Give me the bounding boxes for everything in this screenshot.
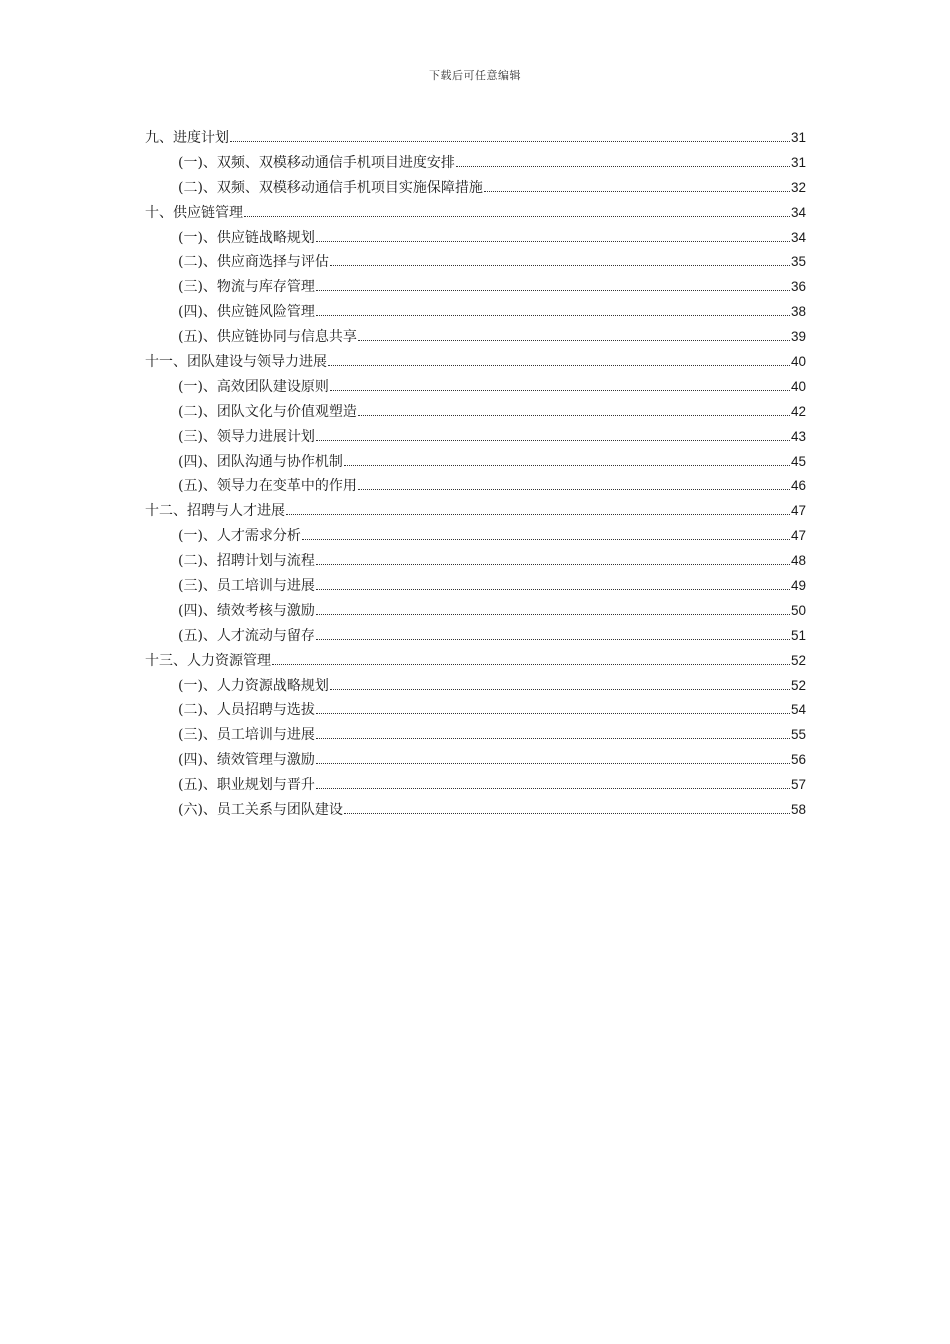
toc-page-number: 34 (790, 204, 806, 220)
toc-page-number: 38 (790, 304, 806, 320)
toc-entry-title: (三)、员工培训与进展 (178, 578, 315, 595)
toc-entry-title: (四)、供应链风险管理 (178, 304, 315, 321)
toc-entry-title: (五)、职业规划与晋升 (178, 777, 315, 794)
toc-page-number: 52 (790, 652, 806, 668)
toc-section-entry[interactable] (145, 474, 806, 499)
table-of-contents (145, 126, 806, 823)
toc-page-number: 47 (790, 503, 806, 519)
toc-chapter-entry[interactable] (145, 649, 806, 674)
dot-leader (316, 588, 790, 590)
dot-leader (344, 464, 790, 466)
toc-page-number: 48 (790, 553, 806, 569)
toc-section-entry[interactable] (145, 375, 806, 400)
toc-page-number: 31 (790, 154, 806, 170)
toc-section-entry[interactable] (145, 723, 806, 748)
dot-leader (316, 737, 790, 739)
toc-page-number: 47 (790, 528, 806, 544)
toc-chapter-entry[interactable] (145, 499, 806, 524)
toc-page-number: 42 (790, 403, 806, 419)
toc-chapter-entry[interactable] (145, 126, 806, 151)
toc-section-entry[interactable] (145, 425, 806, 450)
toc-page-number: 50 (790, 602, 806, 618)
dot-leader (316, 563, 790, 565)
dot-leader (316, 439, 790, 441)
dot-leader (484, 190, 790, 192)
toc-entry-title: 十三、人力资源管理 (145, 652, 271, 669)
toc-entry-title: (二)、团队文化与价值观塑造 (178, 403, 357, 420)
toc-entry-title: (二)、招聘计划与流程 (178, 553, 315, 570)
dot-leader (316, 638, 790, 640)
toc-page-number: 49 (790, 578, 806, 594)
toc-page-number: 46 (790, 478, 806, 494)
dot-leader (330, 264, 790, 266)
dot-leader (330, 688, 790, 690)
toc-entry-title: (四)、团队沟通与协作机制 (178, 453, 343, 470)
toc-entry-title: (二)、双频、双模移动通信手机项目实施保障措施 (178, 179, 483, 196)
toc-page-number: 34 (790, 229, 806, 245)
toc-chapter-entry[interactable] (145, 201, 806, 226)
toc-entry-title: 十、供应链管理 (145, 204, 243, 221)
toc-page-number: 31 (790, 130, 806, 145)
toc-section-entry[interactable] (145, 698, 806, 723)
toc-section-entry[interactable] (145, 275, 806, 300)
toc-entry-title: (一)、高效团队建设原则 (178, 378, 329, 395)
toc-entry-title: (一)、人才需求分析 (178, 528, 301, 545)
dot-leader (316, 240, 790, 242)
toc-entry-title: (二)、供应商选择与评估 (178, 254, 329, 271)
dot-leader (316, 314, 790, 316)
toc-entry-title: (三)、领导力进展计划 (178, 428, 315, 445)
toc-chapter-entry[interactable] (145, 350, 806, 375)
dot-leader (230, 140, 790, 142)
toc-section-entry[interactable] (145, 524, 806, 549)
toc-entry-title: 九、进度计划 (145, 130, 229, 146)
toc-section-entry[interactable] (145, 599, 806, 624)
dot-leader (330, 389, 790, 391)
toc-entry-title: (五)、领导力在变革中的作用 (178, 478, 357, 495)
dot-leader (344, 812, 790, 814)
toc-section-entry[interactable] (145, 574, 806, 599)
dot-leader (286, 513, 790, 515)
toc-page-number: 36 (790, 279, 806, 295)
toc-entry-title: (一)、供应链战略规划 (178, 229, 315, 246)
toc-section-entry[interactable] (145, 748, 806, 773)
toc-page-number: 55 (790, 727, 806, 743)
toc-entry-title: (六)、员工关系与团队建设 (178, 802, 343, 819)
toc-page-number: 58 (790, 802, 806, 818)
dot-leader (456, 165, 790, 167)
toc-entry-title: (五)、供应链协同与信息共享 (178, 329, 357, 346)
toc-page-number: 32 (790, 179, 806, 195)
toc-entry-title: 十一、团队建设与领导力进展 (145, 354, 327, 371)
toc-section-entry[interactable] (145, 798, 806, 823)
dot-leader (316, 712, 790, 714)
dot-leader (316, 787, 790, 789)
toc-entry-title: 十二、招聘与人才进展 (145, 503, 285, 520)
toc-entry-title: (三)、物流与库存管理 (178, 279, 315, 296)
toc-entry-title: (四)、绩效管理与激励 (178, 752, 315, 769)
toc-section-entry[interactable] (145, 226, 806, 251)
dot-leader (316, 289, 790, 291)
dot-leader (316, 613, 790, 615)
toc-section-entry[interactable] (145, 176, 806, 201)
toc-section-entry[interactable] (145, 450, 806, 475)
toc-section-entry[interactable] (145, 151, 806, 176)
toc-page-number: 56 (790, 752, 806, 768)
toc-page-number: 35 (790, 254, 806, 270)
dot-leader (316, 762, 790, 764)
toc-page-number: 40 (790, 354, 806, 370)
toc-page-number: 52 (790, 677, 806, 693)
dot-leader (244, 215, 790, 217)
dot-leader (328, 364, 790, 366)
toc-page-number: 40 (790, 378, 806, 394)
toc-page-number: 51 (790, 627, 806, 643)
dot-leader (302, 538, 790, 540)
dot-leader (358, 488, 790, 490)
dot-leader (358, 339, 790, 341)
toc-section-entry[interactable] (145, 325, 806, 350)
toc-entry-title: (三)、员工培训与进展 (178, 727, 315, 744)
toc-entry-title: (一)、人力资源战略规划 (178, 677, 329, 694)
toc-page-number: 57 (790, 777, 806, 793)
toc-page-number: 45 (790, 453, 806, 469)
toc-entry-title: (五)、人才流动与留存 (178, 627, 315, 644)
toc-section-entry[interactable] (145, 549, 806, 574)
toc-section-entry[interactable] (145, 400, 806, 425)
toc-section-entry[interactable] (145, 674, 806, 699)
toc-entry-title: (二)、人员招聘与选拔 (178, 702, 315, 719)
dot-leader (272, 663, 790, 665)
toc-page-number: 43 (790, 428, 806, 444)
toc-entry-title: (四)、绩效考核与激励 (178, 602, 315, 619)
toc-page-number: 39 (790, 329, 806, 345)
toc-section-entry[interactable] (145, 624, 806, 649)
toc-page-number: 54 (790, 702, 806, 718)
toc-entry-title: (一)、双频、双模移动通信手机项目进度安排 (178, 154, 455, 171)
toc-section-entry[interactable] (145, 300, 806, 325)
toc-section-entry[interactable] (145, 250, 806, 275)
toc-section-entry[interactable] (145, 773, 806, 798)
page-header: 下载后可任意编辑 (429, 69, 521, 82)
dot-leader (358, 414, 790, 416)
